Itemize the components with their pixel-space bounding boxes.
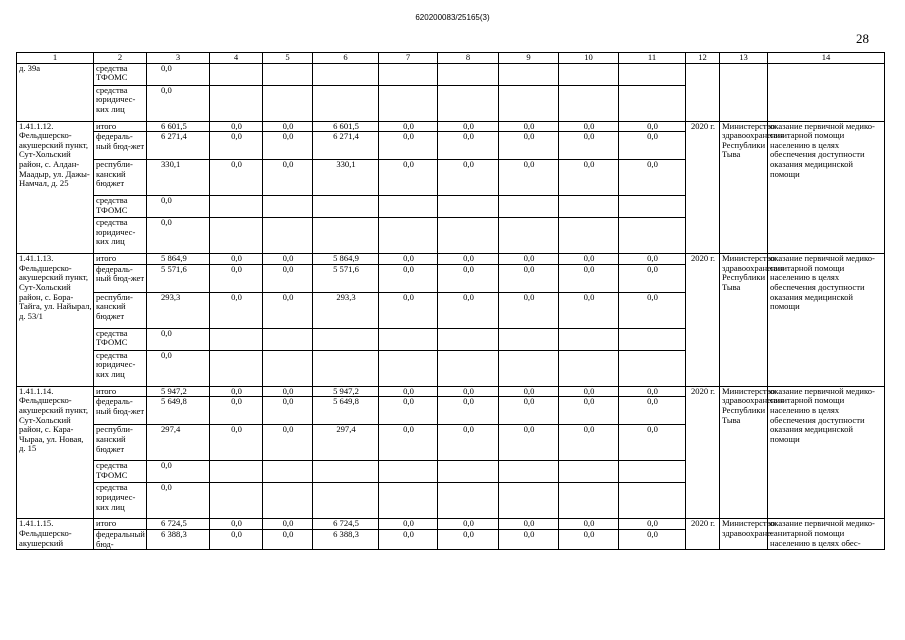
amount-cell: 0,0 bbox=[263, 132, 313, 160]
funding-source: средства ТФОМС bbox=[94, 461, 147, 483]
amount-cell bbox=[379, 461, 438, 483]
amount-cell: 0,0 bbox=[379, 397, 438, 425]
year-cell: 2020 г. bbox=[686, 519, 720, 550]
item-name: 1.41.1.14. Фельдшерско-акушерский пункт, Сут-Хольский район, с. Кара-Чыраа, ул. Новая, д. 15 bbox=[17, 386, 94, 519]
column-number-9: 9 bbox=[499, 53, 559, 64]
table-row bbox=[17, 63, 885, 85]
funding-source: федераль-ный бюд-жет bbox=[94, 132, 147, 160]
item-name: 1.41.1.15. Фельдшерско-акушерский bbox=[17, 519, 94, 550]
continuation-year bbox=[686, 63, 720, 121]
amount-cell bbox=[499, 196, 559, 218]
amount-cell bbox=[313, 461, 379, 483]
funding-source: средства юридичес-ких лиц bbox=[94, 483, 147, 519]
amount-cell: 0,0 bbox=[559, 121, 619, 132]
amount-cell: 0,0 bbox=[619, 519, 686, 530]
amount-cell bbox=[313, 85, 379, 121]
amount-cell: 0,0 bbox=[559, 397, 619, 425]
amount-cell bbox=[619, 483, 686, 519]
column-number-5: 5 bbox=[263, 53, 313, 64]
amount-total: 5 864,9 bbox=[147, 254, 210, 265]
amount-cell: 0,0 bbox=[263, 121, 313, 132]
funding-source: средства юридичес-ких лиц bbox=[94, 85, 147, 121]
amount-cell: 0,0 bbox=[619, 292, 686, 328]
continuation-result bbox=[768, 63, 885, 121]
amount-cell bbox=[263, 328, 313, 350]
amount-cell: 0,0 bbox=[379, 292, 438, 328]
amount-cell: 6 724,5 bbox=[313, 519, 379, 530]
amount-cell: 0,0 bbox=[499, 519, 559, 530]
page-number: 28 bbox=[856, 31, 869, 46]
amount-cell: 0,0 bbox=[210, 132, 263, 160]
amount-cell bbox=[379, 196, 438, 218]
amount-cell bbox=[619, 328, 686, 350]
amount-cell: 0,0 bbox=[210, 397, 263, 425]
amount-total: 0,0 bbox=[147, 461, 210, 483]
amount-cell: 0,0 bbox=[619, 121, 686, 132]
column-number-8: 8 bbox=[438, 53, 499, 64]
column-number-6: 6 bbox=[313, 53, 379, 64]
executor-cell: Министерство здравоохране- bbox=[720, 519, 768, 550]
amount-cell bbox=[379, 85, 438, 121]
funding-source: средства ТФОМС bbox=[94, 328, 147, 350]
amount-cell bbox=[559, 461, 619, 483]
executor-cell: Министерство здравоохранения Республики Тыва bbox=[720, 121, 768, 254]
amount-cell: 0,0 bbox=[379, 264, 438, 292]
column-number-4: 4 bbox=[210, 53, 263, 64]
amount-total: 330,1 bbox=[147, 160, 210, 196]
amount-cell bbox=[619, 350, 686, 386]
amount-cell: 0,0 bbox=[619, 264, 686, 292]
amount-cell bbox=[263, 483, 313, 519]
amount-cell: 0,0 bbox=[619, 132, 686, 160]
amount-cell: 0,0 bbox=[438, 121, 499, 132]
amount-cell: 0,0 bbox=[499, 160, 559, 196]
amount-cell bbox=[263, 85, 313, 121]
amount-cell: 0,0 bbox=[619, 529, 686, 549]
funding-source: федеральный бюд- bbox=[94, 529, 147, 549]
amount-cell bbox=[559, 196, 619, 218]
document-id: 620200083/25165(3) bbox=[415, 13, 490, 22]
amount-cell: 0,0 bbox=[499, 292, 559, 328]
funding-source: средства ТФОМС bbox=[94, 63, 147, 85]
amount-total: 0,0 bbox=[147, 85, 210, 121]
amount-cell: 0,0 bbox=[210, 292, 263, 328]
amount-cell bbox=[313, 350, 379, 386]
amount-cell bbox=[499, 63, 559, 85]
amount-total: 0,0 bbox=[147, 63, 210, 85]
amount-cell: 0,0 bbox=[499, 425, 559, 461]
amount-cell bbox=[313, 483, 379, 519]
funding-source: итого bbox=[94, 386, 147, 397]
amount-cell bbox=[559, 350, 619, 386]
amount-cell bbox=[313, 63, 379, 85]
amount-cell bbox=[438, 63, 499, 85]
amount-cell: 0,0 bbox=[499, 386, 559, 397]
amount-cell: 5 947,2 bbox=[313, 386, 379, 397]
amount-total: 6 724,5 bbox=[147, 519, 210, 530]
amount-total: 297,4 bbox=[147, 425, 210, 461]
amount-cell: 0,0 bbox=[263, 160, 313, 196]
amount-cell bbox=[313, 196, 379, 218]
continuation-executor bbox=[720, 63, 768, 121]
amount-cell: 0,0 bbox=[263, 397, 313, 425]
funding-source: средства юридичес-ких лиц bbox=[94, 350, 147, 386]
column-number-12: 12 bbox=[686, 53, 720, 64]
amount-cell: 0,0 bbox=[263, 254, 313, 265]
amount-cell bbox=[619, 63, 686, 85]
funding-source: федераль-ный бюд-жет bbox=[94, 397, 147, 425]
amount-cell: 5 571,6 bbox=[313, 264, 379, 292]
result-cell: оказание первичной медико-санитарной помощи населению в целях обеспечения доступности оказания медицинской помощи bbox=[768, 121, 885, 254]
amount-cell: 0,0 bbox=[263, 519, 313, 530]
amount-cell: 0,0 bbox=[210, 121, 263, 132]
amount-cell: 0,0 bbox=[499, 529, 559, 549]
amount-cell bbox=[499, 350, 559, 386]
amount-cell bbox=[559, 85, 619, 121]
amount-cell: 6 271,4 bbox=[313, 132, 379, 160]
amount-cell: 0,0 bbox=[499, 264, 559, 292]
result-cell: оказание первичной медико-санитарной помощи населению в целях обеспечения доступности оказания медицинской помощи bbox=[768, 386, 885, 519]
amount-cell bbox=[438, 218, 499, 254]
amount-total: 5 571,6 bbox=[147, 264, 210, 292]
amount-total: 6 271,4 bbox=[147, 132, 210, 160]
amount-cell: 0,0 bbox=[438, 519, 499, 530]
amount-cell: 0,0 bbox=[619, 386, 686, 397]
amount-cell: 0,0 bbox=[499, 397, 559, 425]
amount-cell bbox=[438, 196, 499, 218]
amount-cell bbox=[210, 85, 263, 121]
amount-cell: 0,0 bbox=[263, 292, 313, 328]
executor-cell: Министерство здравоохранения Республики Тыва bbox=[720, 386, 768, 519]
amount-cell bbox=[263, 196, 313, 218]
column-number-1: 1 bbox=[17, 53, 94, 64]
amount-cell: 0,0 bbox=[210, 425, 263, 461]
item-name: д. 39а bbox=[17, 63, 94, 121]
amount-cell: 0,0 bbox=[210, 529, 263, 549]
amount-total: 0,0 bbox=[147, 483, 210, 519]
result-cell: оказание первичной медико-санитарной помощи населению в целях обеспечения доступности оказания медицинской помощи bbox=[768, 254, 885, 387]
funding-source: республи-канский бюджет bbox=[94, 425, 147, 461]
amount-cell: 0,0 bbox=[559, 386, 619, 397]
column-number-14: 14 bbox=[768, 53, 885, 64]
amount-cell bbox=[438, 85, 499, 121]
amount-cell: 0,0 bbox=[263, 529, 313, 549]
amount-cell bbox=[210, 218, 263, 254]
amount-cell: 0,0 bbox=[559, 160, 619, 196]
amount-cell: 6 601,5 bbox=[313, 121, 379, 132]
funding-source: федераль-ный бюд-жет bbox=[94, 264, 147, 292]
amount-cell: 0,0 bbox=[379, 519, 438, 530]
amount-cell bbox=[438, 461, 499, 483]
funding-source: республи-канский бюджет bbox=[94, 160, 147, 196]
executor-cell: Министерство здравоохранения Республики Тыва bbox=[720, 254, 768, 387]
amount-cell bbox=[619, 461, 686, 483]
funding-source: итого bbox=[94, 121, 147, 132]
amount-cell: 0,0 bbox=[499, 121, 559, 132]
amount-cell bbox=[210, 350, 263, 386]
column-number-7: 7 bbox=[379, 53, 438, 64]
amount-cell: 0,0 bbox=[619, 254, 686, 265]
amount-cell bbox=[559, 328, 619, 350]
budget-table bbox=[16, 52, 885, 550]
amount-cell: 0,0 bbox=[438, 386, 499, 397]
amount-total: 293,3 bbox=[147, 292, 210, 328]
amount-cell: 0,0 bbox=[263, 425, 313, 461]
amount-cell bbox=[210, 196, 263, 218]
column-number-row bbox=[17, 53, 885, 64]
column-number-2: 2 bbox=[94, 53, 147, 64]
amount-cell: 297,4 bbox=[313, 425, 379, 461]
amount-cell: 0,0 bbox=[499, 132, 559, 160]
amount-cell bbox=[263, 350, 313, 386]
amount-cell bbox=[499, 483, 559, 519]
amount-cell: 0,0 bbox=[379, 254, 438, 265]
amount-cell: 0,0 bbox=[210, 264, 263, 292]
funding-source: итого bbox=[94, 519, 147, 530]
amount-cell bbox=[438, 483, 499, 519]
result-cell: оказание первичной медико-санитарной помощи населению в целях обес- bbox=[768, 519, 885, 550]
amount-cell bbox=[210, 328, 263, 350]
year-cell: 2020 г. bbox=[686, 121, 720, 254]
amount-cell: 0,0 bbox=[619, 160, 686, 196]
amount-cell: 0,0 bbox=[379, 529, 438, 549]
amount-cell bbox=[313, 218, 379, 254]
amount-cell: 0,0 bbox=[263, 264, 313, 292]
amount-cell bbox=[379, 350, 438, 386]
amount-cell bbox=[379, 218, 438, 254]
amount-cell: 0,0 bbox=[438, 132, 499, 160]
table-row bbox=[17, 121, 885, 132]
amount-cell bbox=[313, 328, 379, 350]
amount-cell: 0,0 bbox=[438, 397, 499, 425]
amount-cell bbox=[499, 85, 559, 121]
amount-total: 0,0 bbox=[147, 328, 210, 350]
amount-cell: 5 864,9 bbox=[313, 254, 379, 265]
amount-cell bbox=[210, 483, 263, 519]
amount-cell: 293,3 bbox=[313, 292, 379, 328]
amount-cell bbox=[379, 328, 438, 350]
amount-cell: 0,0 bbox=[210, 160, 263, 196]
amount-cell bbox=[263, 461, 313, 483]
amount-cell: 0,0 bbox=[438, 425, 499, 461]
amount-cell: 6 388,3 bbox=[313, 529, 379, 549]
table-row bbox=[17, 254, 885, 265]
amount-cell bbox=[438, 350, 499, 386]
amount-total: 0,0 bbox=[147, 196, 210, 218]
amount-cell: 0,0 bbox=[263, 386, 313, 397]
item-name: 1.41.1.13. Фельдшерско-акушерский пункт, Сут-Хольский район, с. Бора-Тайга, ул. Найырал, д. 53/1 bbox=[17, 254, 94, 387]
amount-cell: 0,0 bbox=[559, 292, 619, 328]
amount-cell: 0,0 bbox=[210, 519, 263, 530]
amount-cell bbox=[379, 63, 438, 85]
amount-cell: 0,0 bbox=[559, 132, 619, 160]
amount-cell bbox=[559, 483, 619, 519]
amount-cell bbox=[559, 63, 619, 85]
amount-cell: 0,0 bbox=[438, 160, 499, 196]
amount-cell: 0,0 bbox=[438, 529, 499, 549]
amount-cell: 0,0 bbox=[379, 121, 438, 132]
amount-cell bbox=[499, 218, 559, 254]
amount-cell: 0,0 bbox=[379, 160, 438, 196]
amount-cell: 330,1 bbox=[313, 160, 379, 196]
amount-cell bbox=[499, 328, 559, 350]
amount-cell bbox=[263, 218, 313, 254]
table-row bbox=[17, 386, 885, 397]
amount-cell: 0,0 bbox=[379, 425, 438, 461]
amount-cell: 0,0 bbox=[559, 529, 619, 549]
amount-cell bbox=[210, 63, 263, 85]
amount-cell bbox=[559, 218, 619, 254]
column-number-10: 10 bbox=[559, 53, 619, 64]
amount-total: 0,0 bbox=[147, 350, 210, 386]
amount-cell: 0,0 bbox=[438, 264, 499, 292]
funding-source: средства юридичес-ких лиц bbox=[94, 218, 147, 254]
amount-total: 5 947,2 bbox=[147, 386, 210, 397]
amount-total: 5 649,8 bbox=[147, 397, 210, 425]
amount-total: 0,0 bbox=[147, 218, 210, 254]
amount-cell: 0,0 bbox=[559, 254, 619, 265]
amount-cell: 0,0 bbox=[559, 264, 619, 292]
item-name: 1.41.1.12. Фельдшерско-акушерский пункт, Сут-Хольский район, с. Алдан-Маадыр, ул. Дажы-Намчал, д. 25 bbox=[17, 121, 94, 254]
amount-cell: 0,0 bbox=[438, 292, 499, 328]
amount-cell bbox=[263, 63, 313, 85]
year-cell: 2020 г. bbox=[686, 386, 720, 519]
amount-cell bbox=[210, 461, 263, 483]
funding-source: средства ТФОМС bbox=[94, 196, 147, 218]
amount-cell bbox=[499, 461, 559, 483]
column-number-13: 13 bbox=[720, 53, 768, 64]
amount-cell: 0,0 bbox=[379, 386, 438, 397]
amount-total: 6 388,3 bbox=[147, 529, 210, 549]
table-row bbox=[17, 519, 885, 530]
amount-cell: 5 649,8 bbox=[313, 397, 379, 425]
funding-source: итого bbox=[94, 254, 147, 265]
amount-cell bbox=[619, 196, 686, 218]
amount-total: 6 601,5 bbox=[147, 121, 210, 132]
amount-cell: 0,0 bbox=[438, 254, 499, 265]
amount-cell: 0,0 bbox=[559, 425, 619, 461]
amount-cell bbox=[438, 328, 499, 350]
column-number-3: 3 bbox=[147, 53, 210, 64]
amount-cell bbox=[619, 218, 686, 254]
amount-cell bbox=[379, 483, 438, 519]
amount-cell: 0,0 bbox=[559, 519, 619, 530]
amount-cell: 0,0 bbox=[210, 386, 263, 397]
year-cell: 2020 г. bbox=[686, 254, 720, 387]
funding-source: республи-канский бюджет bbox=[94, 292, 147, 328]
column-number-11: 11 bbox=[619, 53, 686, 64]
amount-cell: 0,0 bbox=[379, 132, 438, 160]
amount-cell bbox=[619, 85, 686, 121]
amount-cell: 0,0 bbox=[210, 254, 263, 265]
amount-cell: 0,0 bbox=[619, 397, 686, 425]
amount-cell: 0,0 bbox=[619, 425, 686, 461]
amount-cell: 0,0 bbox=[499, 254, 559, 265]
